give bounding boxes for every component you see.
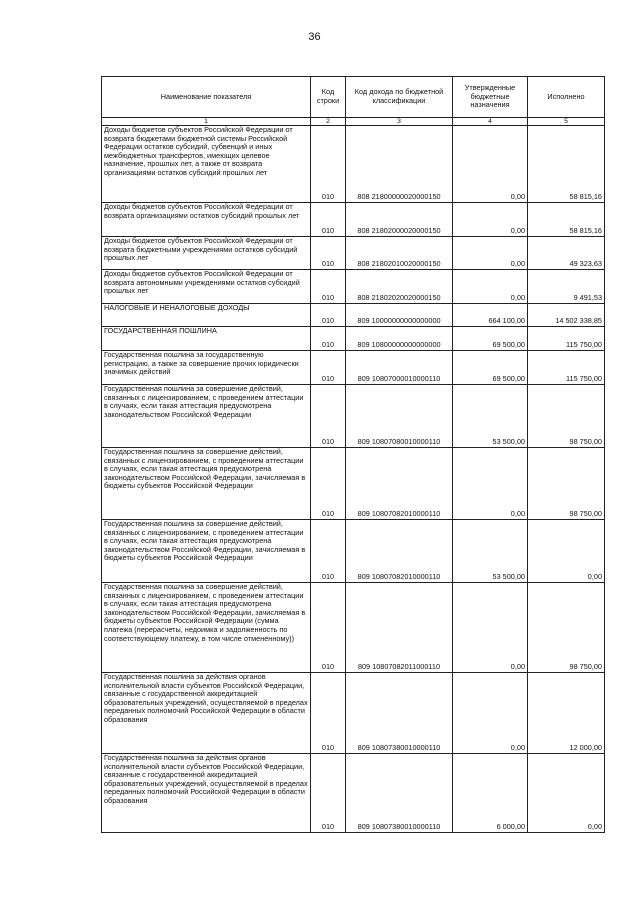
row-executed: 0,00 bbox=[528, 754, 605, 833]
col-header-line: Код строки bbox=[311, 77, 346, 118]
row-name: Государственная пошлина за действия органов исполнительной власти субъектов Российской Федерации, связанные с государственной аккредитацией образовательных учреждений, осуществляемой в пределах переданных полномочий Российской Федерации в области образования bbox=[102, 673, 311, 754]
row-income-code: 809 10807080010000110 bbox=[346, 385, 453, 448]
row-executed: 58 815,16 bbox=[528, 126, 605, 203]
table-row bbox=[102, 351, 605, 385]
row-approved: 0,00 bbox=[453, 448, 528, 520]
row-income-code: 809 10000000000000000 bbox=[346, 304, 453, 327]
row-approved: 6 000,00 bbox=[453, 754, 528, 833]
row-executed: 49 323,63 bbox=[528, 237, 605, 270]
row-line-code: 010 bbox=[311, 270, 346, 304]
row-line-code: 010 bbox=[311, 754, 346, 833]
row-line-code: 010 bbox=[311, 583, 346, 673]
col-header-code: Код дохода по бюджетной классификации bbox=[346, 77, 453, 118]
row-income-code: 809 10807082010000110 bbox=[346, 520, 453, 583]
row-executed: 115 750,00 bbox=[528, 351, 605, 385]
row-name: Доходы бюджетов субъектов Российской Федерации от возврата бюджетами бюджетной системы Российской Федерации остатков субсидий, субвенций и иных межбюджетных трансфертов, имеющих целевое назначение, прошлых лет, а также от возврата организациями остатков субсидий прошлых лет bbox=[102, 126, 311, 203]
row-line-code: 010 bbox=[311, 203, 346, 237]
row-line-code: 010 bbox=[311, 520, 346, 583]
col-header-approved: Утвержденные бюджетные назначения bbox=[453, 77, 528, 118]
row-line-code: 010 bbox=[311, 237, 346, 270]
col-number: 4 bbox=[453, 118, 528, 126]
row-executed: 0,00 bbox=[528, 520, 605, 583]
row-line-code: 010 bbox=[311, 385, 346, 448]
row-income-code: 809 10807380010000110 bbox=[346, 673, 453, 754]
row-name: Государственная пошлина за действия органов исполнительной власти субъектов Российской Федерации, связанные с государственной аккредитацией образовательных учреждений, осуществляемой в пределах переданных полномочий Российской Федерации в области образования bbox=[102, 754, 311, 833]
col-number: 2 bbox=[311, 118, 346, 126]
row-executed: 9 491,53 bbox=[528, 270, 605, 304]
table-row bbox=[102, 583, 605, 673]
row-line-code: 010 bbox=[311, 448, 346, 520]
row-income-code: 809 10807380010000110 bbox=[346, 754, 453, 833]
row-approved: 0,00 bbox=[453, 203, 528, 237]
row-income-code: 809 10807082011000110 bbox=[346, 583, 453, 673]
row-line-code: 010 bbox=[311, 126, 346, 203]
row-approved: 69 500,00 bbox=[453, 327, 528, 351]
row-approved: 53 500,00 bbox=[453, 385, 528, 448]
row-name: ГОСУДАРСТВЕННАЯ ПОШЛИНА bbox=[102, 327, 311, 351]
page-number: 36 bbox=[308, 31, 321, 43]
col-header-executed: Исполнено bbox=[528, 77, 605, 118]
row-executed: 12 000,00 bbox=[528, 673, 605, 754]
row-income-code: 808 21802000020000150 bbox=[346, 203, 453, 237]
col-header-name: Наименование показателя bbox=[102, 77, 311, 118]
row-name: Государственная пошлина за совершение действий, связанных с лицензированием, с проведением аттестации в случаях, если такая аттестация предусмотрена законодательством Российской Федерации, зачисляемая в бюджеты субъектов Российской Федерации bbox=[102, 520, 311, 583]
row-income-code: 809 10807000010000110 bbox=[346, 351, 453, 385]
header-row bbox=[102, 77, 605, 118]
row-line-code: 010 bbox=[311, 327, 346, 351]
table-row bbox=[102, 754, 605, 833]
row-executed: 98 750,00 bbox=[528, 385, 605, 448]
row-approved: 664 100,00 bbox=[453, 304, 528, 327]
row-line-code: 010 bbox=[311, 673, 346, 754]
row-income-code: 809 10800000000000000 bbox=[346, 327, 453, 351]
row-name: Государственная пошлина за совершение действий, связанных с лицензированием, с проведением аттестации в случаях, если такая аттестация предусмотрена законодательством Российской Федерации, зачисляемая в бюджеты субъектов Российской Федерации bbox=[102, 448, 311, 520]
row-approved: 0,00 bbox=[453, 270, 528, 304]
row-executed: 58 815,16 bbox=[528, 203, 605, 237]
table-row bbox=[102, 304, 605, 327]
col-number: 5 bbox=[528, 118, 605, 126]
row-executed: 98 750,00 bbox=[528, 583, 605, 673]
table-row bbox=[102, 203, 605, 237]
row-name: Государственная пошлина за совершение действий, связанных с лицензированием, с проведением аттестации в случаях, если такая аттестация предусмотрена законодательством Российской Федерации, зачисляемая в бюджеты субъектов Российской Федерации (сумма платежа (перерасчеты, недоимка и задолженность по соответствующему платежу, в том числе отмененному)) bbox=[102, 583, 311, 673]
row-name: НАЛОГОВЫЕ И НЕНАЛОГОВЫЕ ДОХОДЫ bbox=[102, 304, 311, 327]
table-row bbox=[102, 327, 605, 351]
row-approved: 0,00 bbox=[453, 126, 528, 203]
row-approved: 0,00 bbox=[453, 583, 528, 673]
row-executed: 14 502 338,85 bbox=[528, 304, 605, 327]
row-line-code: 010 bbox=[311, 351, 346, 385]
table-row bbox=[102, 126, 605, 203]
row-name: Доходы бюджетов субъектов Российской Федерации от возврата бюджетными учреждениями остатков субсидий прошлых лет bbox=[102, 237, 311, 270]
row-approved: 69 500,00 bbox=[453, 351, 528, 385]
row-executed: 115 750,00 bbox=[528, 327, 605, 351]
row-income-code: 809 10807082010000110 bbox=[346, 448, 453, 520]
table-row bbox=[102, 448, 605, 520]
col-number: 3 bbox=[346, 118, 453, 126]
row-approved: 0,00 bbox=[453, 237, 528, 270]
row-income-code: 808 21800000020000150 bbox=[346, 126, 453, 203]
row-name: Доходы бюджетов субъектов Российской Федерации от возврата организациями остатков субсидий прошлых лет bbox=[102, 203, 311, 237]
table-row bbox=[102, 237, 605, 270]
table-row bbox=[102, 270, 605, 304]
table-row bbox=[102, 520, 605, 583]
table-row bbox=[102, 673, 605, 754]
row-name: Доходы бюджетов субъектов Российской Федерации от возврата автономными учреждениями остатков субсидий прошлых лет bbox=[102, 270, 311, 304]
budget-table bbox=[101, 76, 605, 833]
row-executed: 98 750,00 bbox=[528, 448, 605, 520]
table-row bbox=[102, 385, 605, 448]
row-name: Государственная пошлина за государственную регистрацию, а также за совершение прочих юридически значимых действий bbox=[102, 351, 311, 385]
row-approved: 53 500,00 bbox=[453, 520, 528, 583]
row-income-code: 808 21802020020000150 bbox=[346, 270, 453, 304]
row-income-code: 808 21802010020000150 bbox=[346, 237, 453, 270]
row-name: Государственная пошлина за совершение действий, связанных с лицензированием, с проведением аттестации в случаях, если такая аттестация предусмотрена законодательством Российской Федерации bbox=[102, 385, 311, 448]
row-approved: 0,00 bbox=[453, 673, 528, 754]
row-line-code: 010 bbox=[311, 304, 346, 327]
col-number: 1 bbox=[102, 118, 311, 126]
